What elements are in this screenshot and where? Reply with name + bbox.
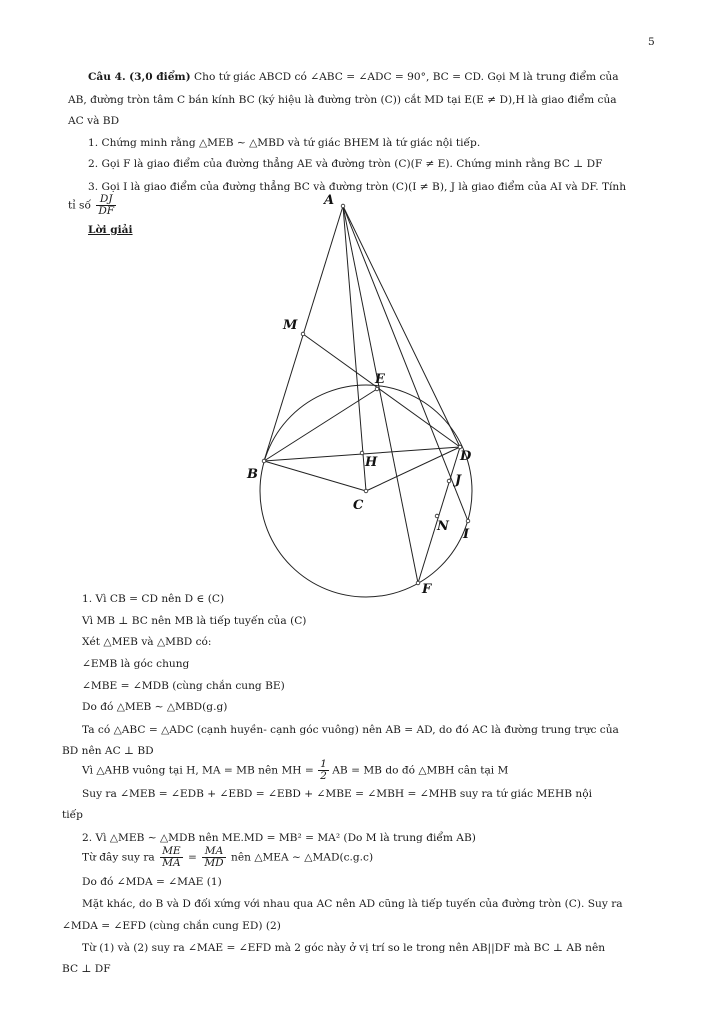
fraction-me-ma-num: ME bbox=[162, 845, 181, 857]
segment-df bbox=[418, 447, 460, 583]
point-n bbox=[435, 514, 439, 518]
problem-statement-1: Cho tứ giác ABCD có ∠ABC = ∠ADC = 90°, BC = CD. Gọi M là trung điểm của bbox=[194, 71, 619, 83]
solution-line-5: ∠MBE = ∠MDB (cùng chắn cung BE) bbox=[82, 680, 285, 692]
segment-be bbox=[264, 389, 377, 461]
solution-line-6: Do đó △MEB ∼ △MBD(g.g) bbox=[82, 701, 228, 713]
label-c: C bbox=[353, 498, 364, 513]
fraction-ma-md-num: MA bbox=[202, 846, 225, 858]
label-e: E bbox=[375, 372, 385, 387]
solution-line-1: 1. Vì CB = CD nên D ∈ (C) bbox=[82, 593, 225, 605]
ratio-denominator: DF bbox=[98, 205, 115, 217]
solution-line-7: Ta có △ABC = △ADC (cạnh huyền- cạnh góc vuông) nên AB = AD, do đó AC là đường trung trực của bbox=[82, 724, 619, 736]
solution-line-11: tiếp bbox=[62, 809, 83, 821]
segment-ac bbox=[343, 206, 366, 491]
solution-line-13b: nên △MEA ∼ △MAD(c.g.c) bbox=[231, 851, 374, 864]
solution-line-13 bbox=[82, 846, 373, 869]
solution-line-9a: Vì △AHB vuông tại H, MA = MB nên MH = bbox=[82, 764, 314, 777]
label-a: A bbox=[324, 193, 335, 208]
figure-lines bbox=[260, 206, 472, 597]
solution-line-18: BC ⊥ DF bbox=[62, 963, 111, 975]
ratio-prefix: tỉ số bbox=[68, 199, 91, 212]
solution-line-16: ∠MDA = ∠EFD (cùng chắn cung ED) (2) bbox=[62, 920, 281, 932]
solution-line-14: Do đó ∠MDA = ∠MAE (1) bbox=[82, 876, 222, 888]
solution-line-8: BD nên AC ⊥ BD bbox=[62, 745, 154, 757]
label-d: D bbox=[460, 449, 472, 464]
point-f bbox=[416, 581, 420, 585]
point-i bbox=[466, 519, 470, 523]
problem-points: (3,0 điểm) bbox=[129, 71, 191, 83]
page-number: 5 bbox=[648, 36, 655, 48]
label-b: B bbox=[247, 467, 258, 482]
problem-item-1: 1. Chứng minh rằng △MEB ∼ △MBD và tứ giác BHEM là tứ giác nội tiếp. bbox=[88, 137, 481, 149]
label-h: H bbox=[365, 455, 378, 470]
solution-line-12: 2. Vì △MEB ∼ △MDB nên ME.MD = MB² = MA² (Do M là trung điểm AB) bbox=[82, 832, 476, 844]
fraction-one-half-den: 2 bbox=[320, 770, 327, 782]
segment-af bbox=[343, 206, 418, 583]
solution-line-10: Suy ra ∠MEB = ∠EDB + ∠EBD = ∠EBD + ∠MBE = ∠MBH = ∠MHB suy ra tứ giác MEHB nội bbox=[82, 788, 593, 800]
label-j: J bbox=[455, 473, 462, 488]
point-m bbox=[301, 332, 305, 336]
problem-statement-3: AC và BD bbox=[68, 115, 120, 127]
solution-line-9 bbox=[82, 759, 508, 782]
segment-ai bbox=[343, 206, 468, 521]
fraction-one-half bbox=[318, 759, 329, 782]
label-m: M bbox=[283, 318, 298, 333]
point-h bbox=[360, 451, 364, 455]
solution-line-3: Xét △MEB và △MBD có: bbox=[82, 636, 212, 648]
segment-ad bbox=[343, 206, 460, 447]
problem-item-2: 2. Gọi F là giao điểm của đường thẳng AE và đường tròn (C)(F ≠ E). Chứng minh rằng BC ⊥ DF bbox=[88, 158, 603, 170]
segment-cd bbox=[366, 447, 460, 491]
fraction-me-ma-den: MA bbox=[162, 857, 181, 869]
problem-statement-2: AB, đường tròn tâm C bán kính BC (ký hiệu là đường tròn (C)) cắt MD tại E(E ≠ D),H là giao điểm của bbox=[68, 94, 617, 106]
fraction-ma-md-den: MD bbox=[204, 857, 224, 869]
label-f: F bbox=[422, 582, 432, 597]
segment-bc bbox=[264, 461, 366, 491]
fraction-ma-md bbox=[202, 846, 225, 869]
solution-line-13-eq: = bbox=[188, 851, 197, 864]
problem-title: Câu 4. bbox=[88, 71, 126, 83]
solution-line-2: Vì MB ⊥ BC nên MB là tiếp tuyến của (C) bbox=[82, 615, 307, 627]
point-c bbox=[364, 489, 368, 493]
segment-md bbox=[303, 334, 460, 447]
point-j bbox=[447, 479, 451, 483]
solution-line-15: Mặt khác, do B và D đối xứng với nhau qua AC nên AD cũng là tiếp tuyến của đường tròn (C). Suy ra bbox=[82, 898, 623, 910]
point-e bbox=[375, 387, 379, 391]
solution-line-9b: AB = MB do đó △MBH cân tại M bbox=[332, 764, 509, 777]
solution-line-13a: Từ đây suy ra bbox=[82, 851, 155, 864]
solution-line-4: ∠EMB là góc chung bbox=[82, 658, 190, 670]
ratio-numerator: DJ bbox=[96, 194, 116, 206]
problem-item-3: 3. Gọi I là giao điểm của đường thẳng BC và đường tròn (C)(I ≠ B), J là giao điểm của AI và DF. Tính bbox=[88, 181, 627, 193]
label-n: N bbox=[437, 519, 449, 534]
label-i: I bbox=[463, 527, 470, 542]
fraction-me-ma bbox=[160, 846, 183, 869]
point-a bbox=[341, 204, 345, 208]
solution-heading: Lời giải bbox=[88, 224, 133, 236]
solution-line-17: Từ (1) và (2) suy ra ∠MAE = ∠EFD mà 2 góc này ở vị trí so le trong nên AB||DF mà BC ⊥ AB nên bbox=[82, 942, 606, 954]
point-b bbox=[262, 459, 266, 463]
fraction-one-half-num: 1 bbox=[320, 758, 327, 770]
